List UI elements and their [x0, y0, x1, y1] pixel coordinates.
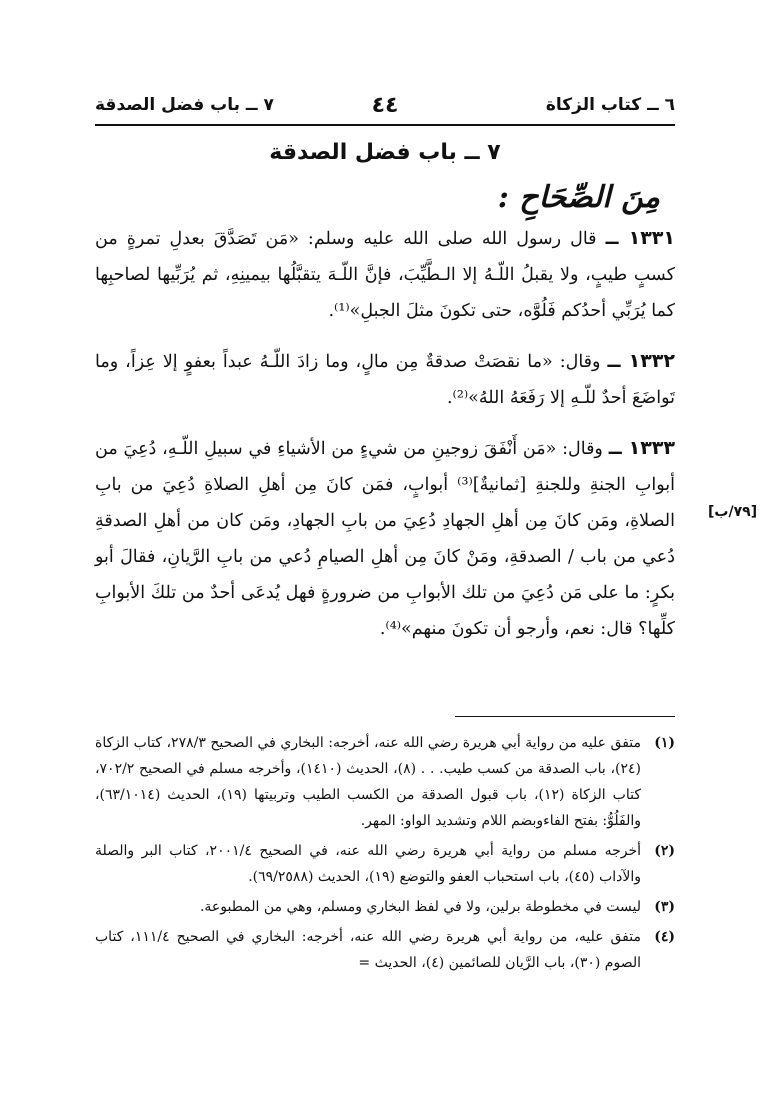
main-text	[95, 220, 675, 661]
footnote-text: متفق عليه، من رواية أبي هريرة رضي الله عنه، أخرجه: البخاري في الصحيح ١١١/٤، كتاب الصوم (٣٠)، باب الرَّيان للصائمين (٤)، الحديث =	[95, 929, 641, 971]
hadith-paragraph	[95, 430, 675, 647]
footnote-marker: (٤)	[654, 929, 675, 945]
footnote-text: ليست في مخطوطة برلين، ولا في لفظ البخاري ومسلم، وهي من المطبوعة.	[199, 899, 641, 915]
hadith-paragraph	[95, 343, 675, 416]
footnote-marker: (٣)	[654, 899, 675, 915]
section-heading: مِنَ الصِّحَاحِ :	[497, 180, 660, 215]
footnote-text: متفق عليه من رواية أبي هريرة رضي الله عنه، أخرجه: البخاري في الصحيح ٢٧٨/٣، كتاب الزكاة (٢٤)، باب الصدقة من كسب طيب. . . (٨)، الحديث (١٤١٠)، وأخرجه مسلم في الصحيح ٧٠٢/٢، كتاب الزكاة (١٢)، باب قبول الصدقة من الكسب الطيب وتربيتها (١٩)، الحديث (٦٣/١٠١٤)، والفَلُوُّ: بفتح الفاءوبضم اللام وتشديد الواو: المهر.	[95, 735, 642, 829]
footnote	[95, 730, 675, 834]
footnote-marker: (٢)	[654, 843, 675, 859]
footnote-marker: (١)	[654, 735, 675, 751]
hadith-number: ١٣٣٢ ــ	[607, 350, 675, 372]
chapter-title: ٧ ــ باب فضل الصدقة	[269, 140, 501, 165]
footnote-text: أخرجه مسلم من رواية أبي هريرة رضي الله عنه، في الصحيح ٢٠٠١/٤، كتاب البر والصلة والآداب (٤٥)، باب استحباب العفو والتوضع (١٩)، الحديث (٦٩/٢٥٨٨).	[95, 843, 641, 885]
footnote-rule	[455, 716, 675, 717]
footnotes	[95, 730, 675, 980]
hadith-paragraph	[95, 220, 675, 329]
header-rule	[95, 124, 675, 126]
hadith-number: ١٣٣٣ ــ	[608, 437, 675, 459]
hadith-text: وقال: «مَن أَنْفَقَ زوجينِ من شيءٍ من الأشياءِ في سبيلِ اللّـهِ، دُعِيَ من أبوابِ الجنةِ وللجنةِ [ثمانيةٌ]⁽³⁾ أبوابٍ، فمَن كانَ مِن أهلِ الصلاةِ دُعِيَ من بابِ الصلاةِ، ومَن كانَ مِن أهلِ الجهادِ دُعِيَ من بابِ الجهادِ، ومَن كان من أهلِ الصدقةِ دُعي من باب / الصدقةِ، ومَنْ كانَ مِن أهلِ الصيامِ دُعي من بابِ الرَّيانِ، فقالَ أبو بكرٍ: ما على مَن دُعِيَ من تلك الأبوابِ من ضرورةٍ فهل يُدعَى أحدٌ من تلكَ الأبوابِ كلِّها؟ قال: نعم، وأرجو أن تكونَ منهم»⁽⁴⁾.	[95, 439, 676, 639]
hadith-text: وقال: «ما نقصَتْ صدقةٌ مِن مالٍ، وما زادَ اللّـهُ عبداً بعفوٍ إلا عِزاً، وما تَواضَعَ أحدٌ للّـهِ إلا رَفَعَهُ اللهُ»⁽²⁾.	[95, 352, 675, 408]
running-header-section: ٧ ــ باب فضل الصدقة	[95, 95, 274, 115]
footnote	[95, 924, 675, 976]
footnote	[95, 838, 675, 890]
running-header-chapter: ٦ ــ كتاب الزكاة	[545, 95, 675, 115]
page-number: ٤٤	[371, 92, 399, 118]
running-header	[95, 88, 675, 122]
hadith-text: قال رسول الله صلى الله عليه وسلم: «مَن تَصَدَّقَ بعدلِ تمرةٍ من كسبٍ طيبٍ، ولا يقبلُ اللّـهُ إلا الـطَّيِّبَ، فإنَّ اللّـهَ يتقبَّلُها بيمينِهِ، ثم يُرَبِّيها لصاحبِها كما يُرَبِّي أحدُكم فَلُوَّه، حتى تكونَ مثلَ الجبلِ»⁽¹⁾.	[95, 229, 675, 321]
manuscript-folio-note: [٧٩/ب]	[708, 504, 758, 520]
footnote	[95, 894, 675, 920]
hadith-number: ١٣٣١ ــ	[605, 227, 675, 249]
